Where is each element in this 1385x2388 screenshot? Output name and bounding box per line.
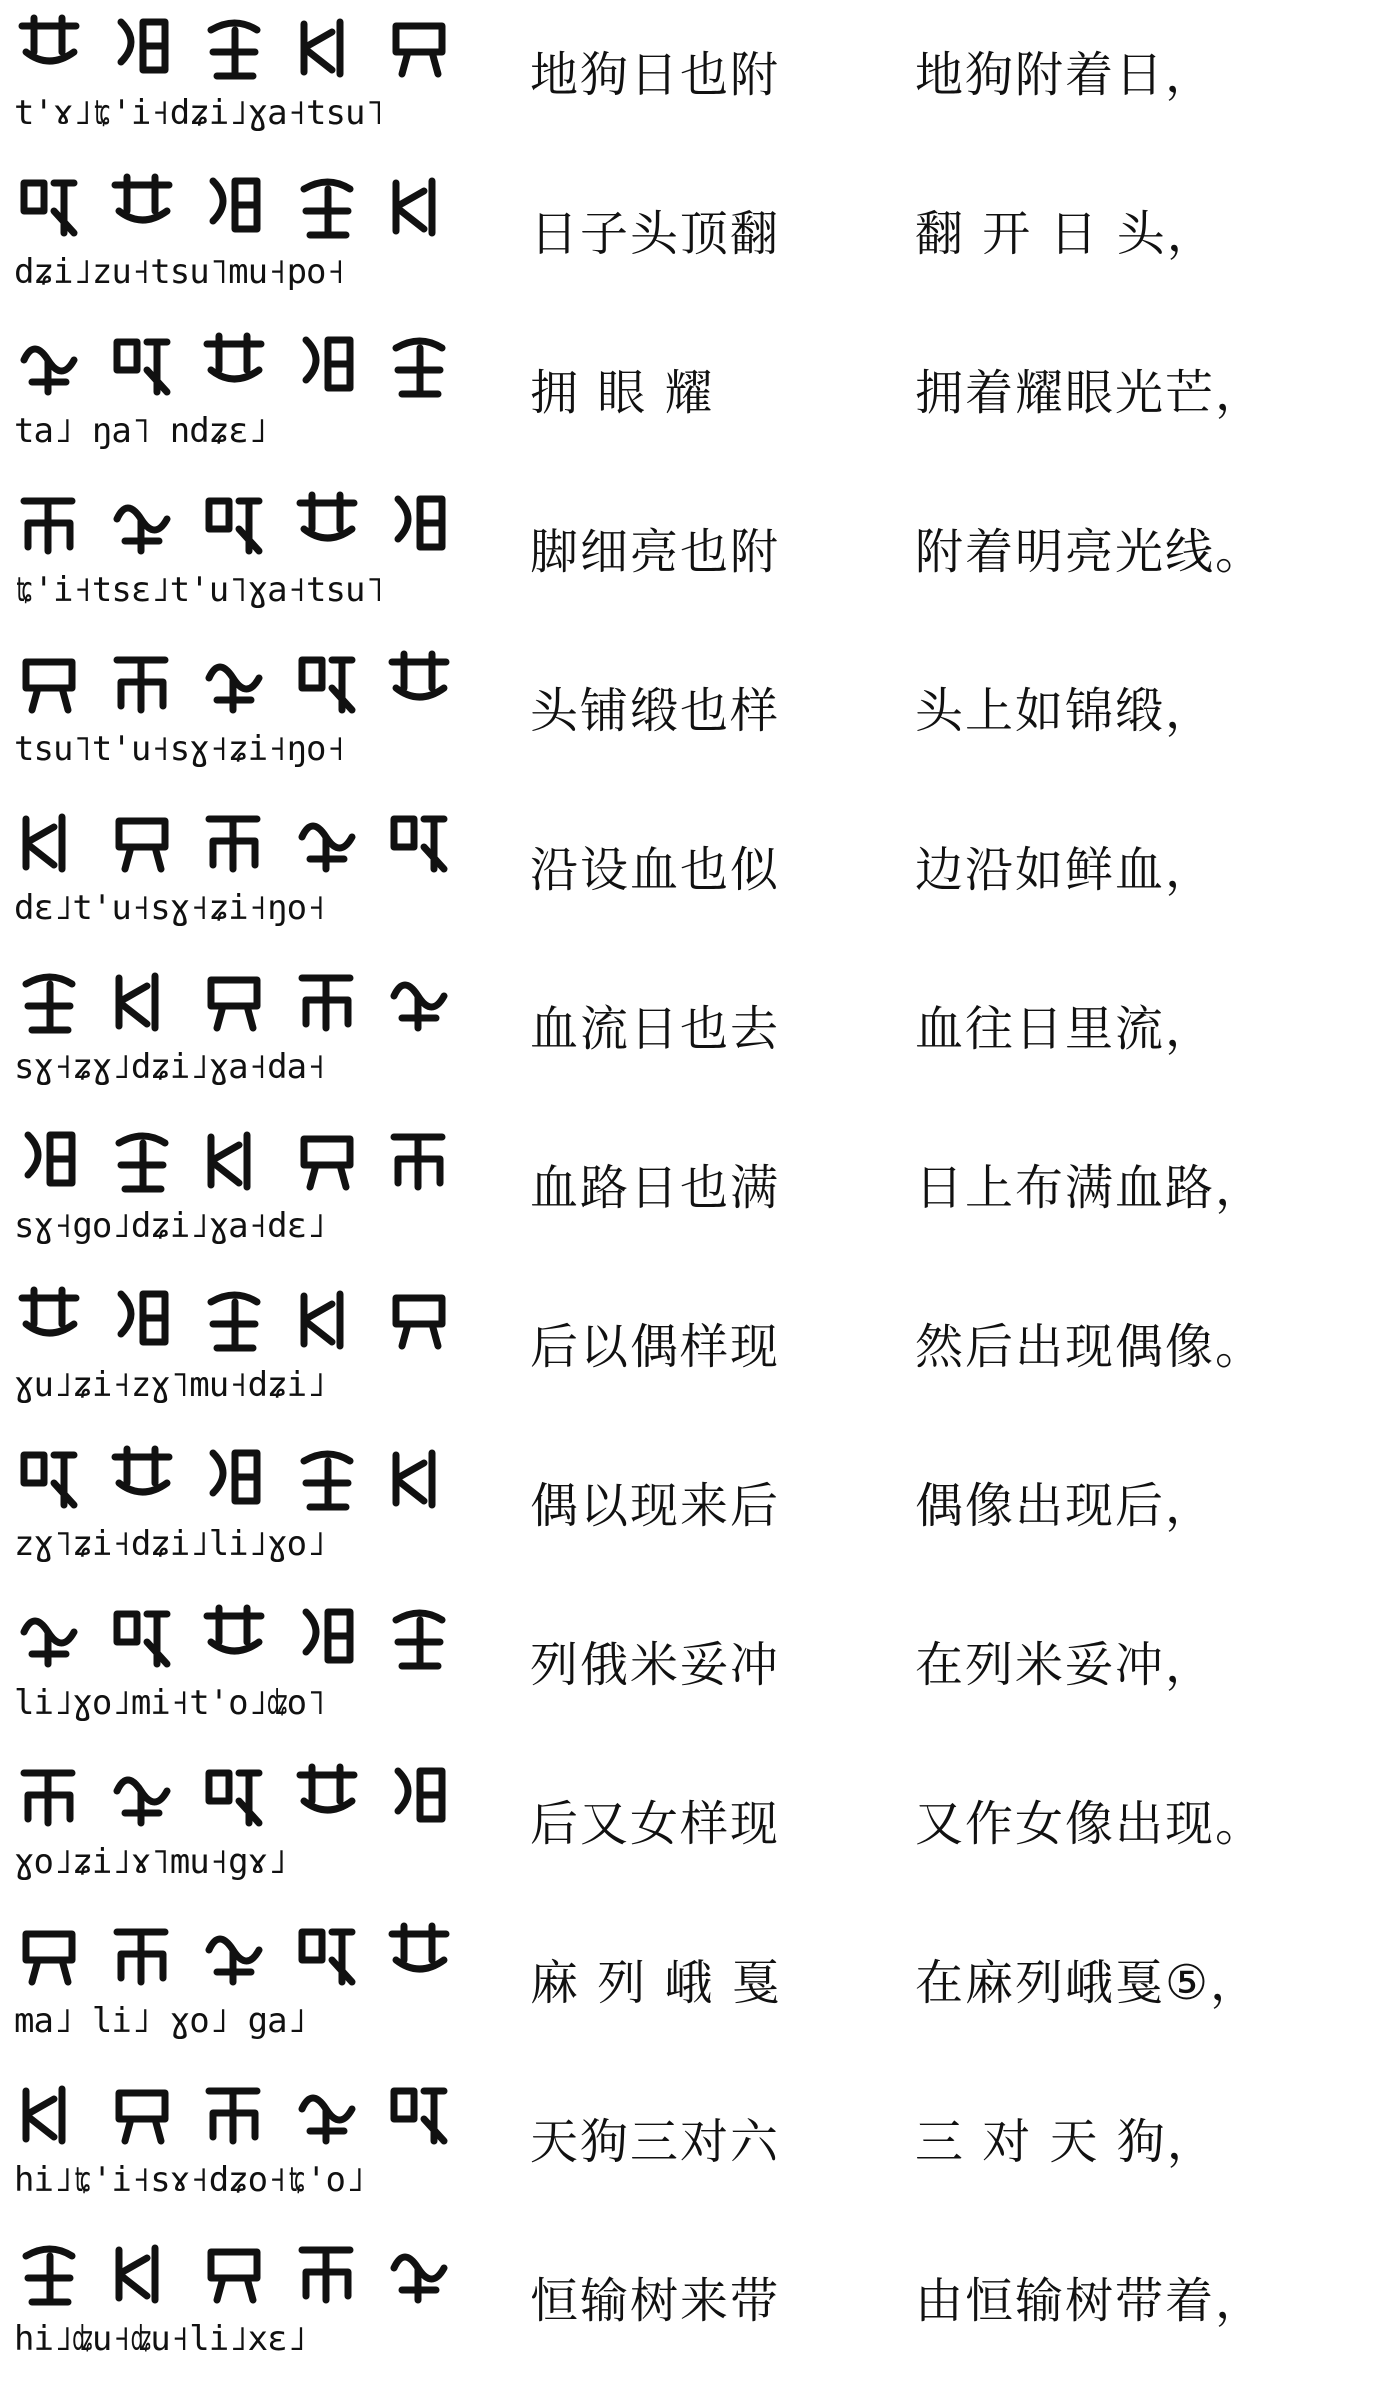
- word-gloss: 地狗日也附: [530, 47, 781, 103]
- phonetic-transcription: t'ɤ˩ʨ'i˧dʑi˩ɣa˧tsu˥: [14, 93, 384, 133]
- yi-glyph: [292, 1761, 362, 1831]
- phonetic-transcription: ma˩ li˩ ɣo˩ ga˩: [14, 2001, 307, 2041]
- free-translation: 三 对 天 狗，: [915, 2114, 1217, 2170]
- yi-glyph: [292, 1920, 362, 1990]
- free-translation: 然后出现偶像。: [915, 1319, 1266, 1375]
- yi-glyph-line: [14, 326, 454, 404]
- free-translation: 又作女像出现。: [915, 1796, 1266, 1852]
- phonetic-transcription: tsu˥t'u˧sɣ˧ʑi˧ŋo˧: [14, 729, 345, 769]
- yi-glyph: [199, 807, 269, 877]
- yi-script-block: [14, 958, 454, 1108]
- free-translation: 翻 开 日 头，: [915, 206, 1217, 262]
- yi-glyph-line: [14, 2075, 454, 2153]
- word-gloss: 血路日也满: [530, 1160, 781, 1216]
- yi-script-block: [14, 2071, 454, 2221]
- yi-script-block: [14, 4, 454, 154]
- yi-glyph: [384, 648, 454, 718]
- yi-glyph: [199, 1125, 269, 1195]
- yi-glyph: [199, 1920, 269, 1990]
- yi-script-block: [14, 799, 454, 949]
- yi-glyph: [292, 489, 362, 559]
- yi-glyph: [14, 171, 84, 241]
- yi-glyph-line: [14, 167, 454, 245]
- phonetic-transcription: ʨ'i˧tsɛ˩t'u˥ɣa˧tsu˥: [14, 570, 384, 610]
- yi-glyph: [14, 1602, 84, 1672]
- text-row: [0, 1113, 1385, 1272]
- yi-glyph: [199, 1284, 269, 1354]
- yi-glyph-line: [14, 2234, 454, 2312]
- yi-script-block: [14, 1276, 454, 1426]
- text-row: [0, 2067, 1385, 2226]
- yi-glyph: [14, 1920, 84, 1990]
- yi-glyph: [107, 12, 177, 82]
- word-gloss: 血流日也去: [530, 1001, 781, 1057]
- text-row: [0, 0, 1385, 159]
- text-row: [0, 1908, 1385, 2067]
- phonetic-transcription: hi˩ʨ'i˧sɤ˧dʑo˧ʨ'o˩: [14, 2160, 365, 2200]
- yi-glyph: [292, 2238, 362, 2308]
- yi-glyph: [292, 330, 362, 400]
- yi-script-block: [14, 481, 454, 631]
- phonetic-transcription: li˩ɣo˩mi˧t'o˩ʥo˥: [14, 1683, 326, 1723]
- yi-script-block: [14, 640, 454, 790]
- yi-script-block: [14, 1435, 454, 1585]
- yi-glyph: [14, 966, 84, 1036]
- free-translation: 附着明亮光线。: [915, 524, 1266, 580]
- yi-glyph: [384, 171, 454, 241]
- yi-glyph: [384, 2238, 454, 2308]
- yi-script-block: [14, 1594, 454, 1744]
- yi-script-block: [14, 1117, 454, 1267]
- yi-glyph: [14, 1125, 84, 1195]
- free-translation: 日上布满血路，: [915, 1160, 1266, 1216]
- yi-glyph: [107, 171, 177, 241]
- word-gloss: 后又女样现: [530, 1796, 781, 1852]
- yi-glyph: [292, 12, 362, 82]
- yi-glyph: [384, 1125, 454, 1195]
- word-gloss: 脚细亮也附: [530, 524, 781, 580]
- yi-glyph: [384, 330, 454, 400]
- yi-glyph: [14, 1443, 84, 1513]
- yi-glyph: [384, 1443, 454, 1513]
- text-row: [0, 318, 1385, 477]
- yi-glyph: [107, 489, 177, 559]
- yi-glyph: [107, 648, 177, 718]
- word-gloss: 拥 眼 耀: [530, 365, 715, 421]
- yi-glyph-line: [14, 1916, 454, 1994]
- text-row: [0, 1272, 1385, 1431]
- free-translation: 地狗附着日，: [915, 47, 1216, 103]
- yi-glyph: [14, 489, 84, 559]
- phonetic-transcription: hi˩ʥu˧ʥu˧li˩xɛ˩: [14, 2319, 307, 2359]
- text-row: [0, 954, 1385, 1113]
- phonetic-transcription: ta˩ ŋa˥ ndʑɛ˩: [14, 411, 268, 451]
- text-row: [0, 1749, 1385, 1908]
- free-translation: 边沿如鲜血，: [915, 842, 1216, 898]
- yi-glyph: [199, 2238, 269, 2308]
- word-gloss: 列俄米妥冲: [530, 1637, 781, 1693]
- yi-glyph: [292, 1443, 362, 1513]
- yi-glyph: [199, 2079, 269, 2149]
- yi-script-block: [14, 2230, 454, 2380]
- yi-glyph-line: [14, 1598, 454, 1676]
- phonetic-transcription: dɛ˩t'u˧sɣ˧ʑi˧ŋo˧: [14, 888, 326, 928]
- phonetic-transcription: sɣ˧ʑɣ˩dʑi˩ɣa˧da˧: [14, 1047, 326, 1087]
- word-gloss: 恒输树来带: [530, 2273, 781, 2329]
- yi-glyph: [199, 171, 269, 241]
- yi-glyph-line: [14, 644, 454, 722]
- yi-glyph: [199, 1761, 269, 1831]
- yi-glyph: [107, 330, 177, 400]
- yi-glyph: [384, 12, 454, 82]
- yi-glyph: [292, 966, 362, 1036]
- yi-glyph: [384, 1761, 454, 1831]
- yi-glyph: [14, 1284, 84, 1354]
- yi-glyph: [107, 2079, 177, 2149]
- yi-glyph-line: [14, 962, 454, 1040]
- phonetic-transcription: ɣo˩ʑi˩ɤ˥mu˧gɤ˩: [14, 1842, 287, 1882]
- yi-script-block: [14, 163, 454, 313]
- text-row: [0, 2226, 1385, 2385]
- yi-glyph: [199, 648, 269, 718]
- text-row: [0, 1590, 1385, 1749]
- free-translation: 血往日里流，: [915, 1001, 1216, 1057]
- yi-glyph: [14, 648, 84, 718]
- word-gloss: 头铺缎也样: [530, 683, 781, 739]
- yi-glyph: [14, 2079, 84, 2149]
- text-row: [0, 159, 1385, 318]
- yi-glyph: [199, 12, 269, 82]
- free-translation: 头上如锦缎，: [915, 683, 1216, 739]
- yi-glyph: [199, 1443, 269, 1513]
- word-gloss: 麻 列 峨 戛: [530, 1955, 782, 2011]
- phonetic-transcription: ɣu˩ʑi˧zɣ˥mu˧dʑi˩: [14, 1365, 326, 1405]
- yi-glyph: [107, 807, 177, 877]
- phonetic-transcription: sɣ˧go˩dʑi˩ɣa˧dɛ˩: [14, 1206, 326, 1246]
- yi-glyph: [384, 489, 454, 559]
- text-row: [0, 1431, 1385, 1590]
- text-row: [0, 636, 1385, 795]
- yi-glyph: [199, 489, 269, 559]
- yi-glyph: [384, 2079, 454, 2149]
- free-translation: 拥着耀眼光芒，: [915, 365, 1266, 421]
- yi-script-block: [14, 1753, 454, 1903]
- free-translation: 由恒输树带着，: [915, 2273, 1266, 2329]
- yi-glyph: [107, 1125, 177, 1195]
- yi-glyph: [292, 807, 362, 877]
- yi-glyph: [292, 1284, 362, 1354]
- yi-glyph: [384, 807, 454, 877]
- word-gloss: 天狗三对六: [530, 2114, 781, 2170]
- free-translation: 偶像出现后，: [915, 1478, 1216, 1534]
- yi-glyph-line: [14, 1121, 454, 1199]
- yi-glyph: [107, 966, 177, 1036]
- yi-glyph: [107, 1761, 177, 1831]
- yi-glyph: [14, 2238, 84, 2308]
- text-row: [0, 477, 1385, 636]
- yi-glyph: [199, 1602, 269, 1672]
- yi-script-block: [14, 322, 454, 472]
- yi-glyph: [384, 1602, 454, 1672]
- yi-glyph: [107, 1443, 177, 1513]
- yi-glyph: [384, 1284, 454, 1354]
- word-gloss: 偶以现来后: [530, 1478, 781, 1534]
- phonetic-transcription: dʑi˩zu˧tsu˥mu˧po˧: [14, 252, 345, 292]
- yi-glyph: [292, 648, 362, 718]
- yi-glyph-line: [14, 485, 454, 563]
- yi-glyph: [14, 1761, 84, 1831]
- yi-glyph: [384, 966, 454, 1036]
- word-gloss: 后以偶样现: [530, 1319, 781, 1375]
- yi-glyph-line: [14, 1757, 454, 1835]
- free-translation: 在列米妥冲，: [915, 1637, 1216, 1693]
- yi-glyph: [384, 1920, 454, 1990]
- free-translation: 在麻列峨戛⑤，: [915, 1955, 1261, 2011]
- yi-glyph: [107, 2238, 177, 2308]
- yi-glyph: [14, 807, 84, 877]
- word-gloss: 沿设血也似: [530, 842, 781, 898]
- yi-glyph-line: [14, 1280, 454, 1358]
- phonetic-transcription: zɣ˥ʑi˧dʑi˩li˩ɣo˩: [14, 1524, 326, 1564]
- yi-glyph: [292, 2079, 362, 2149]
- yi-glyph: [107, 1602, 177, 1672]
- yi-glyph-line: [14, 803, 454, 881]
- yi-script-block: [14, 1912, 454, 2062]
- yi-glyph: [292, 1125, 362, 1195]
- yi-glyph: [292, 1602, 362, 1672]
- yi-glyph: [199, 330, 269, 400]
- yi-glyph: [14, 330, 84, 400]
- yi-glyph-line: [14, 1439, 454, 1517]
- word-gloss: 日子头顶翻: [530, 206, 781, 262]
- yi-glyph: [107, 1284, 177, 1354]
- text-row: [0, 795, 1385, 954]
- yi-glyph: [14, 12, 84, 82]
- yi-glyph: [107, 1920, 177, 1990]
- yi-glyph-line: [14, 8, 454, 86]
- yi-glyph: [199, 966, 269, 1036]
- yi-glyph: [292, 171, 362, 241]
